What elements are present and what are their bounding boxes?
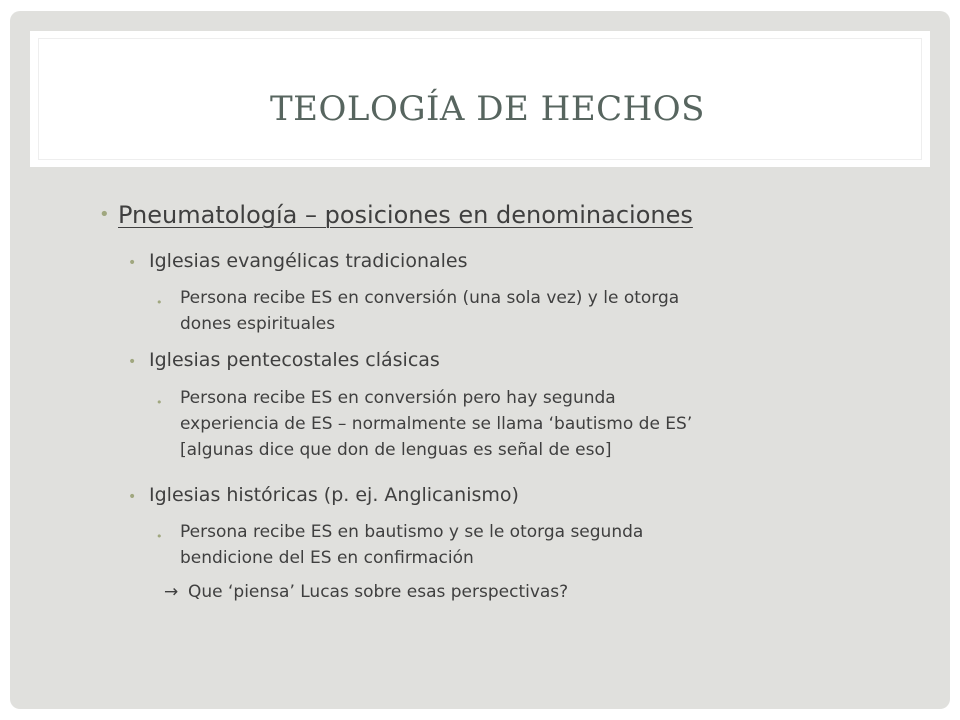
slide	[10, 11, 950, 709]
bullet-icon: •	[99, 204, 110, 225]
bullet-icon: •	[128, 354, 137, 370]
bullet-icon: •	[156, 296, 163, 309]
detail-line: experiencia de ES – normalmente se llama ‘bautismo de ES’	[180, 414, 693, 434]
section-label-evangelicas: Iglesias evangélicas tradicionales	[149, 250, 468, 272]
slide-content	[10, 11, 950, 709]
section-label-historicas: Iglesias históricas (p. ej. Anglicanismo)	[149, 484, 519, 506]
section-label-pentecostales: Iglesias pentecostales clásicas	[149, 349, 440, 371]
bullet-icon: •	[156, 530, 163, 543]
detail-line: Persona recibe ES en conversión (una sola vez) y le otorga	[180, 288, 680, 308]
detail-line: dones espirituales	[180, 314, 336, 334]
bullet-icon: •	[128, 489, 137, 505]
bullet-icon: •	[156, 396, 163, 409]
detail-line: Persona recibe ES en bautismo y se le otorga segunda	[180, 522, 644, 542]
section-heading: Pneumatología – posiciones en denominaciones	[118, 201, 693, 229]
detail-line: bendicione del ES en confirmación	[180, 548, 474, 568]
detail-line: Persona recibe ES en conversión pero hay segunda	[180, 388, 616, 408]
detail-line: [algunas dice que don de lenguas es señal de eso]	[180, 440, 612, 460]
closing-question: Que ‘piensa’ Lucas sobre esas perspectivas?	[188, 582, 569, 602]
arrow-right-icon: →	[164, 582, 179, 602]
bullet-icon: •	[128, 255, 137, 271]
slide-title: TEOLOGÍA DE HECHOS	[270, 89, 705, 129]
